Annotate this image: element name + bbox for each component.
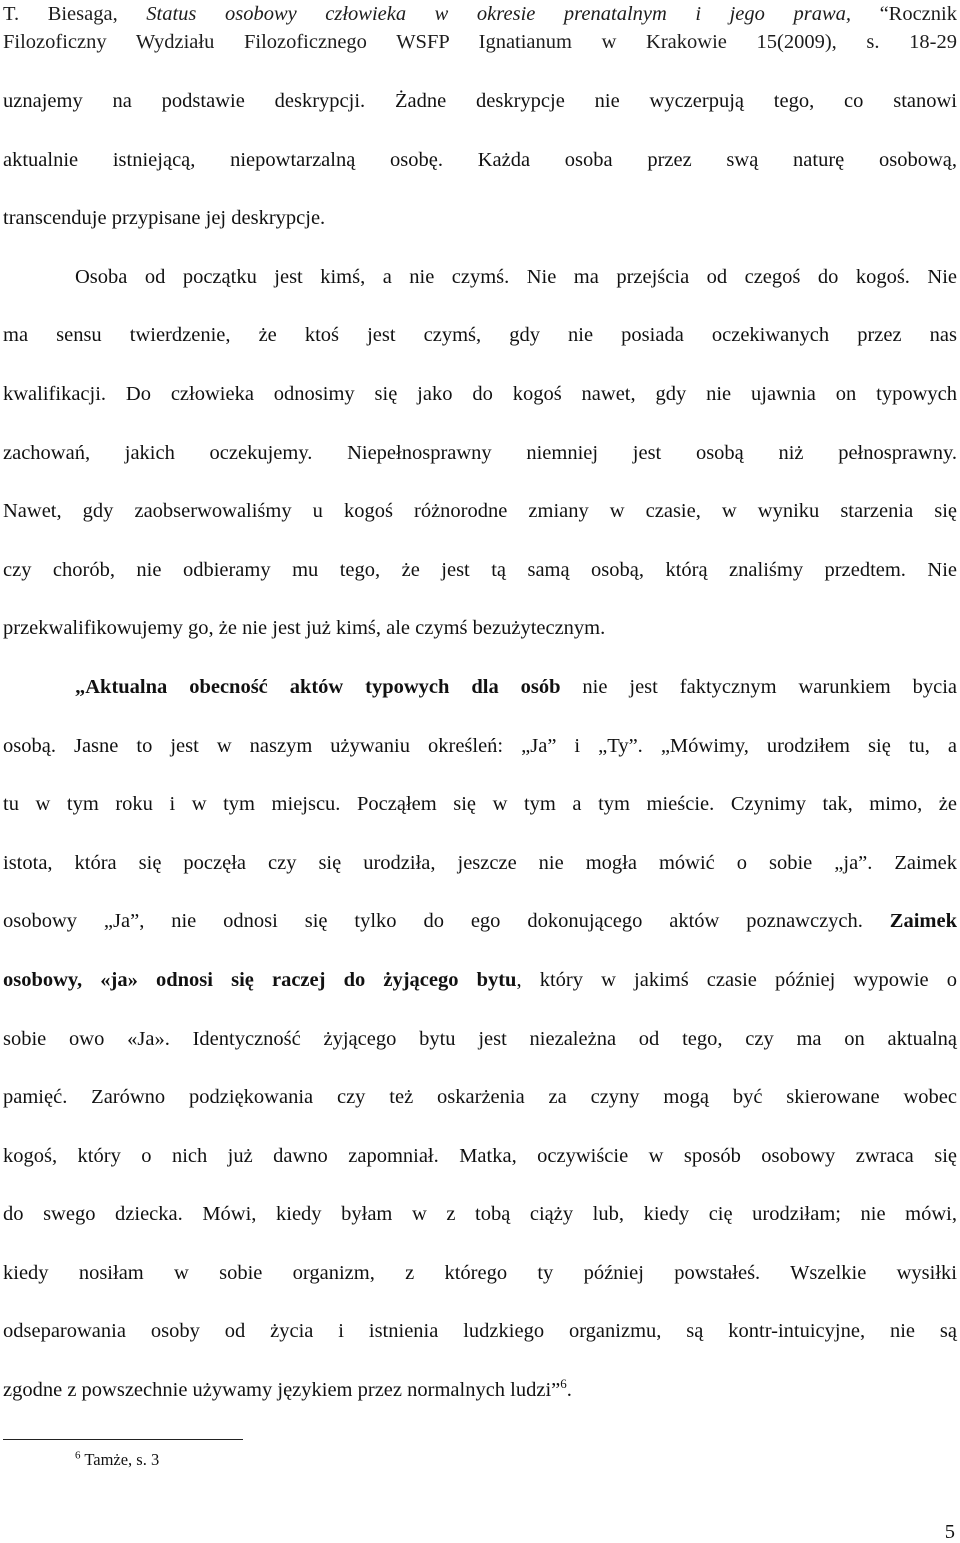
bold-phrase: Zaimek	[889, 910, 957, 933]
header-line-1	[3, 0, 957, 28]
text-line	[3, 892, 957, 951]
text-span: nie jest faktycznym warunkiem bycia	[560, 675, 957, 698]
text-line	[3, 951, 957, 1010]
text-span: zgodne z powszechnie używamy językiem przez normalnych ludzi”	[3, 1379, 561, 1402]
header-line-2: Filozoficzny Wydziału Filozoficznego WSFP Ignatianum w Krakowie 15(2009), s. 18-29	[3, 31, 957, 53]
text-line: aktualnie istniejącą, niepowtarzalną osobę. Każda osoba przez swą naturę osobową,	[3, 148, 957, 171]
text-line: tu w tym roku i w tym miejscu. Począłem się w tym a tym mieście. Czynimy tak, mimo, że	[3, 793, 957, 816]
text-line: przekwalifikowujemy go, że nie jest już kimś, ale czymś bezużytecznym.	[3, 617, 606, 640]
text-span: , który w jakimś czasie później wypowie o	[516, 968, 957, 991]
footnote-reference[interactable]: 6	[560, 1376, 567, 1392]
text-line: Nawet, gdy zaobserwowaliśmy u kogoś różnorodne zmiany w czasie, w wyniku starzenia się	[3, 500, 957, 523]
text-line: sobie owo «Ja». Identyczność żyjącego bytu jest niezależna od tego, czy ma on aktualną	[3, 1027, 957, 1050]
text-line	[3, 658, 957, 717]
text-span: osobowy „Ja”, nie odnosi się tylko do ego dokonującego aktów poznawczych.	[3, 910, 890, 933]
page-number: 5	[944, 1521, 955, 1543]
text-line	[3, 1361, 957, 1420]
text-line: osobą. Jasne to jest w naszym używaniu określeń: „Ja” i „Ty”. „Mówimy, urodziłem się tu, a	[3, 734, 957, 757]
text-line: Osoba od początku jest kimś, a nie czymś. Nie ma przejścia od czegoś do kogoś. Nie	[75, 265, 957, 288]
text-line: uznajemy na podstawie deskrypcji. Żadne deskrypcje nie wyczerpują tego, co stanowi	[3, 90, 957, 112]
text-line: pamięć. Zarówno podziękowania czy też oskarżenia za czyny mogą być skierowane wobec	[3, 1086, 957, 1109]
text-line: czy chorób, nie odbieramy mu tego, że jest tą samą osobą, którą znaliśmy przedtem. Nie	[3, 558, 957, 581]
text-line: kogoś, który o nich już dawno zapomniał. Matka, oczywiście w sposób osobowy zwraca się	[3, 1144, 957, 1167]
text-line: zachowań, jakich oczekujemy. Niepełnosprawny niemniej jest osobą niż pełnosprawny.	[3, 441, 957, 464]
text-line: transcenduje przypisane jej deskrypcje.	[3, 207, 326, 230]
bold-phrase: „Aktualna obecność aktów typowych dla osób	[75, 675, 561, 698]
body-text	[3, 72, 957, 1420]
footnote-text: Tamże, s. 3	[80, 1450, 160, 1469]
text-line: kwalifikacji. Do człowieka odnosimy się jako do kogoś nawet, gdy nie ujawnia on typowych	[3, 382, 957, 405]
text-line: ma sensu twierdzenie, że ktoś jest czymś, gdy nie posiada oczekiwanych przez nas	[3, 324, 957, 347]
text-line: do swego dziecka. Mówi, kiedy byłam w z tobą ciąży lub, kiedy cię urodziłam; nie mówi,	[3, 1203, 957, 1226]
footnote-number: 6	[75, 1449, 81, 1462]
text-span: .	[566, 1379, 572, 1402]
text-line: kiedy nosiłam w sobie organizm, z którego ty później powstałeś. Wszelkie wysiłki	[3, 1261, 957, 1284]
bold-phrase: osobowy, «ja» odnosi się raczej do żyjącego bytu	[3, 968, 517, 991]
running-header	[3, 0, 957, 56]
text-line: istota, która się poczęła czy się urodziła, jeszcze nie mogła mówić o sobie „ja”. Zaimek	[3, 851, 957, 874]
footnote-separator	[3, 1439, 243, 1440]
header-journal-start: “Rocznik	[851, 3, 957, 25]
footnote	[75, 1450, 159, 1470]
header-author: T. Biesaga,	[3, 3, 147, 25]
header-title: Status osobowy człowieka w okresie prenatalnym i jego prawa,	[146, 3, 851, 25]
text-line: odseparowania osoby od życia i istnienia ludzkiego organizmu, są kontr-intuicyjne, nie są	[3, 1320, 957, 1343]
